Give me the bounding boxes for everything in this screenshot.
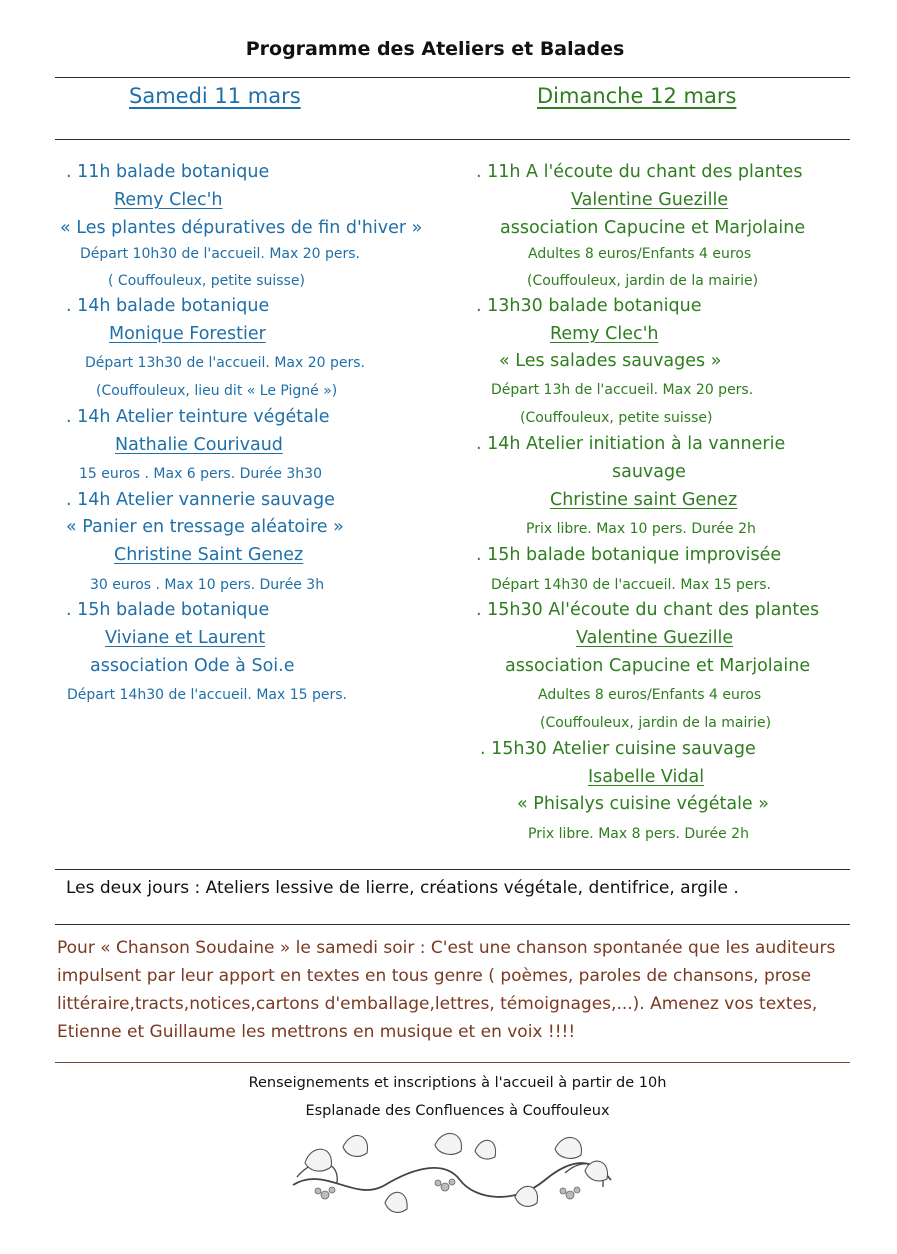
divider-top — [55, 77, 850, 78]
sun-event-title: . 13h30 balade botanique — [476, 296, 702, 316]
saturday-heading: Samedi 11 mars — [129, 84, 301, 108]
footer-address: Esplanade des Confluences à Couffouleux — [305, 1103, 610, 1119]
floral-vine-ornament-icon — [285, 1125, 617, 1217]
sun-event-title: . 14h Atelier initiation à la vannerie — [476, 434, 786, 454]
sat-event-title: . 15h balade botanique — [66, 600, 270, 620]
sat-host-name: Monique Forestier — [109, 324, 266, 344]
sun-host-name: Isabelle Vidal — [588, 767, 705, 787]
sun-event-details: Adultes 8 euros/Enfants 4 euros — [528, 246, 752, 262]
sat-event-title: . 14h balade botanique — [66, 296, 270, 316]
sun-event-subtitle: « Phisalys cuisine végétale » — [517, 794, 769, 814]
sun-event-title: . 11h A l'écoute du chant des plantes — [476, 162, 803, 182]
sat-event-subtitle: « Les plantes dépuratives de fin d'hiver » — [60, 218, 423, 238]
sun-event-title: . 15h balade botanique improvisée — [476, 545, 782, 565]
sun-event-location: (Couffouleux, petite suisse) — [520, 410, 713, 426]
sun-event-details: Prix libre. Max 8 pers. Durée 2h — [528, 826, 749, 842]
sat-event-location: (Couffouleux, lieu dit « Le Pigné ») — [96, 383, 338, 399]
sat-event-title: . 14h Atelier vannerie sauvage — [66, 490, 335, 510]
sat-event-details: Départ 13h30 de l'accueil. Max 20 pers. — [85, 355, 365, 371]
sun-host-name: Remy Clec'h — [550, 324, 659, 344]
divider-under-headings — [55, 139, 850, 140]
sat-host-name: Nathalie Courivaud — [115, 435, 283, 455]
sun-event-details: Prix libre. Max 10 pers. Durée 2h — [526, 521, 756, 537]
sat-event-details: Départ 10h30 de l'accueil. Max 20 pers. — [80, 246, 360, 262]
sun-event-title-cont: sauvage — [612, 462, 686, 482]
sun-association: association Capucine et Marjolaine — [500, 218, 806, 238]
sat-host-name: Viviane et Laurent — [105, 628, 266, 648]
divider-before-footer — [55, 1062, 850, 1063]
sat-event-details: 15 euros . Max 6 pers. Durée 3h30 — [79, 466, 322, 482]
sun-event-details: Départ 13h de l'accueil. Max 20 pers. — [491, 382, 754, 398]
sat-event-details: 30 euros . Max 10 pers. Durée 3h — [90, 577, 325, 593]
sun-event-location: (Couffouleux, jardin de la mairie) — [540, 715, 772, 731]
sun-host-name: Christine saint Genez — [550, 490, 738, 510]
divider-before-both-days — [55, 869, 850, 870]
sat-host-name: Remy Clec'h — [114, 190, 223, 210]
sun-host-name: Valentine Guezille — [571, 190, 729, 210]
sun-event-title: . 15h30 Atelier cuisine sauvage — [480, 739, 756, 759]
sun-event-title: . 15h30 Al'écoute du chant des plantes — [476, 600, 820, 620]
sat-host-name: Christine Saint Genez — [114, 545, 304, 565]
chanson-soudaine-notice: Pour « Chanson Soudaine » le samedi soir : C'est une chanson spontanée que les auditeurs impulsent par leur apport en textes en tous genre ( poèmes, paroles de chansons, prose littéraire,tracts,notices,cartons d'emballage,lettres, témoignages,...). Amenez vos textes, Etienne et Guillaume les mettrons en musique et en voix !!!! — [57, 938, 836, 1042]
sat-event-title: . 11h balade botanique — [66, 162, 270, 182]
sun-host-name: Valentine Guezille — [576, 628, 734, 648]
sat-event-details: Départ 14h30 de l'accueil. Max 15 pers. — [67, 687, 347, 703]
page-title: Programme des Ateliers et Balades — [245, 38, 625, 60]
sat-event-title: . 14h Atelier teinture végétale — [66, 407, 330, 427]
sun-association: association Capucine et Marjolaine — [505, 656, 811, 676]
divider-after-both-days — [55, 924, 850, 925]
sun-event-location: (Couffouleux, jardin de la mairie) — [527, 273, 759, 289]
sat-event-subtitle: « Panier en tressage aléatoire » — [66, 517, 344, 537]
sunday-heading: Dimanche 12 mars — [537, 84, 737, 108]
sun-event-details: Adultes 8 euros/Enfants 4 euros — [538, 687, 762, 703]
sat-event-location: ( Couffouleux, petite suisse) — [108, 273, 305, 289]
sun-event-subtitle: « Les salades sauvages » — [499, 351, 722, 371]
sat-association: association Ode à Soi.e — [90, 656, 295, 676]
sun-event-details: Départ 14h30 de l'accueil. Max 15 pers. — [491, 577, 771, 593]
both-days-notice: Les deux jours : Ateliers lessive de lierre, créations végétale, dentifrice, argile . — [66, 878, 739, 898]
footer-info: Renseignements et inscriptions à l'accueil à partir de 10h — [248, 1075, 667, 1091]
